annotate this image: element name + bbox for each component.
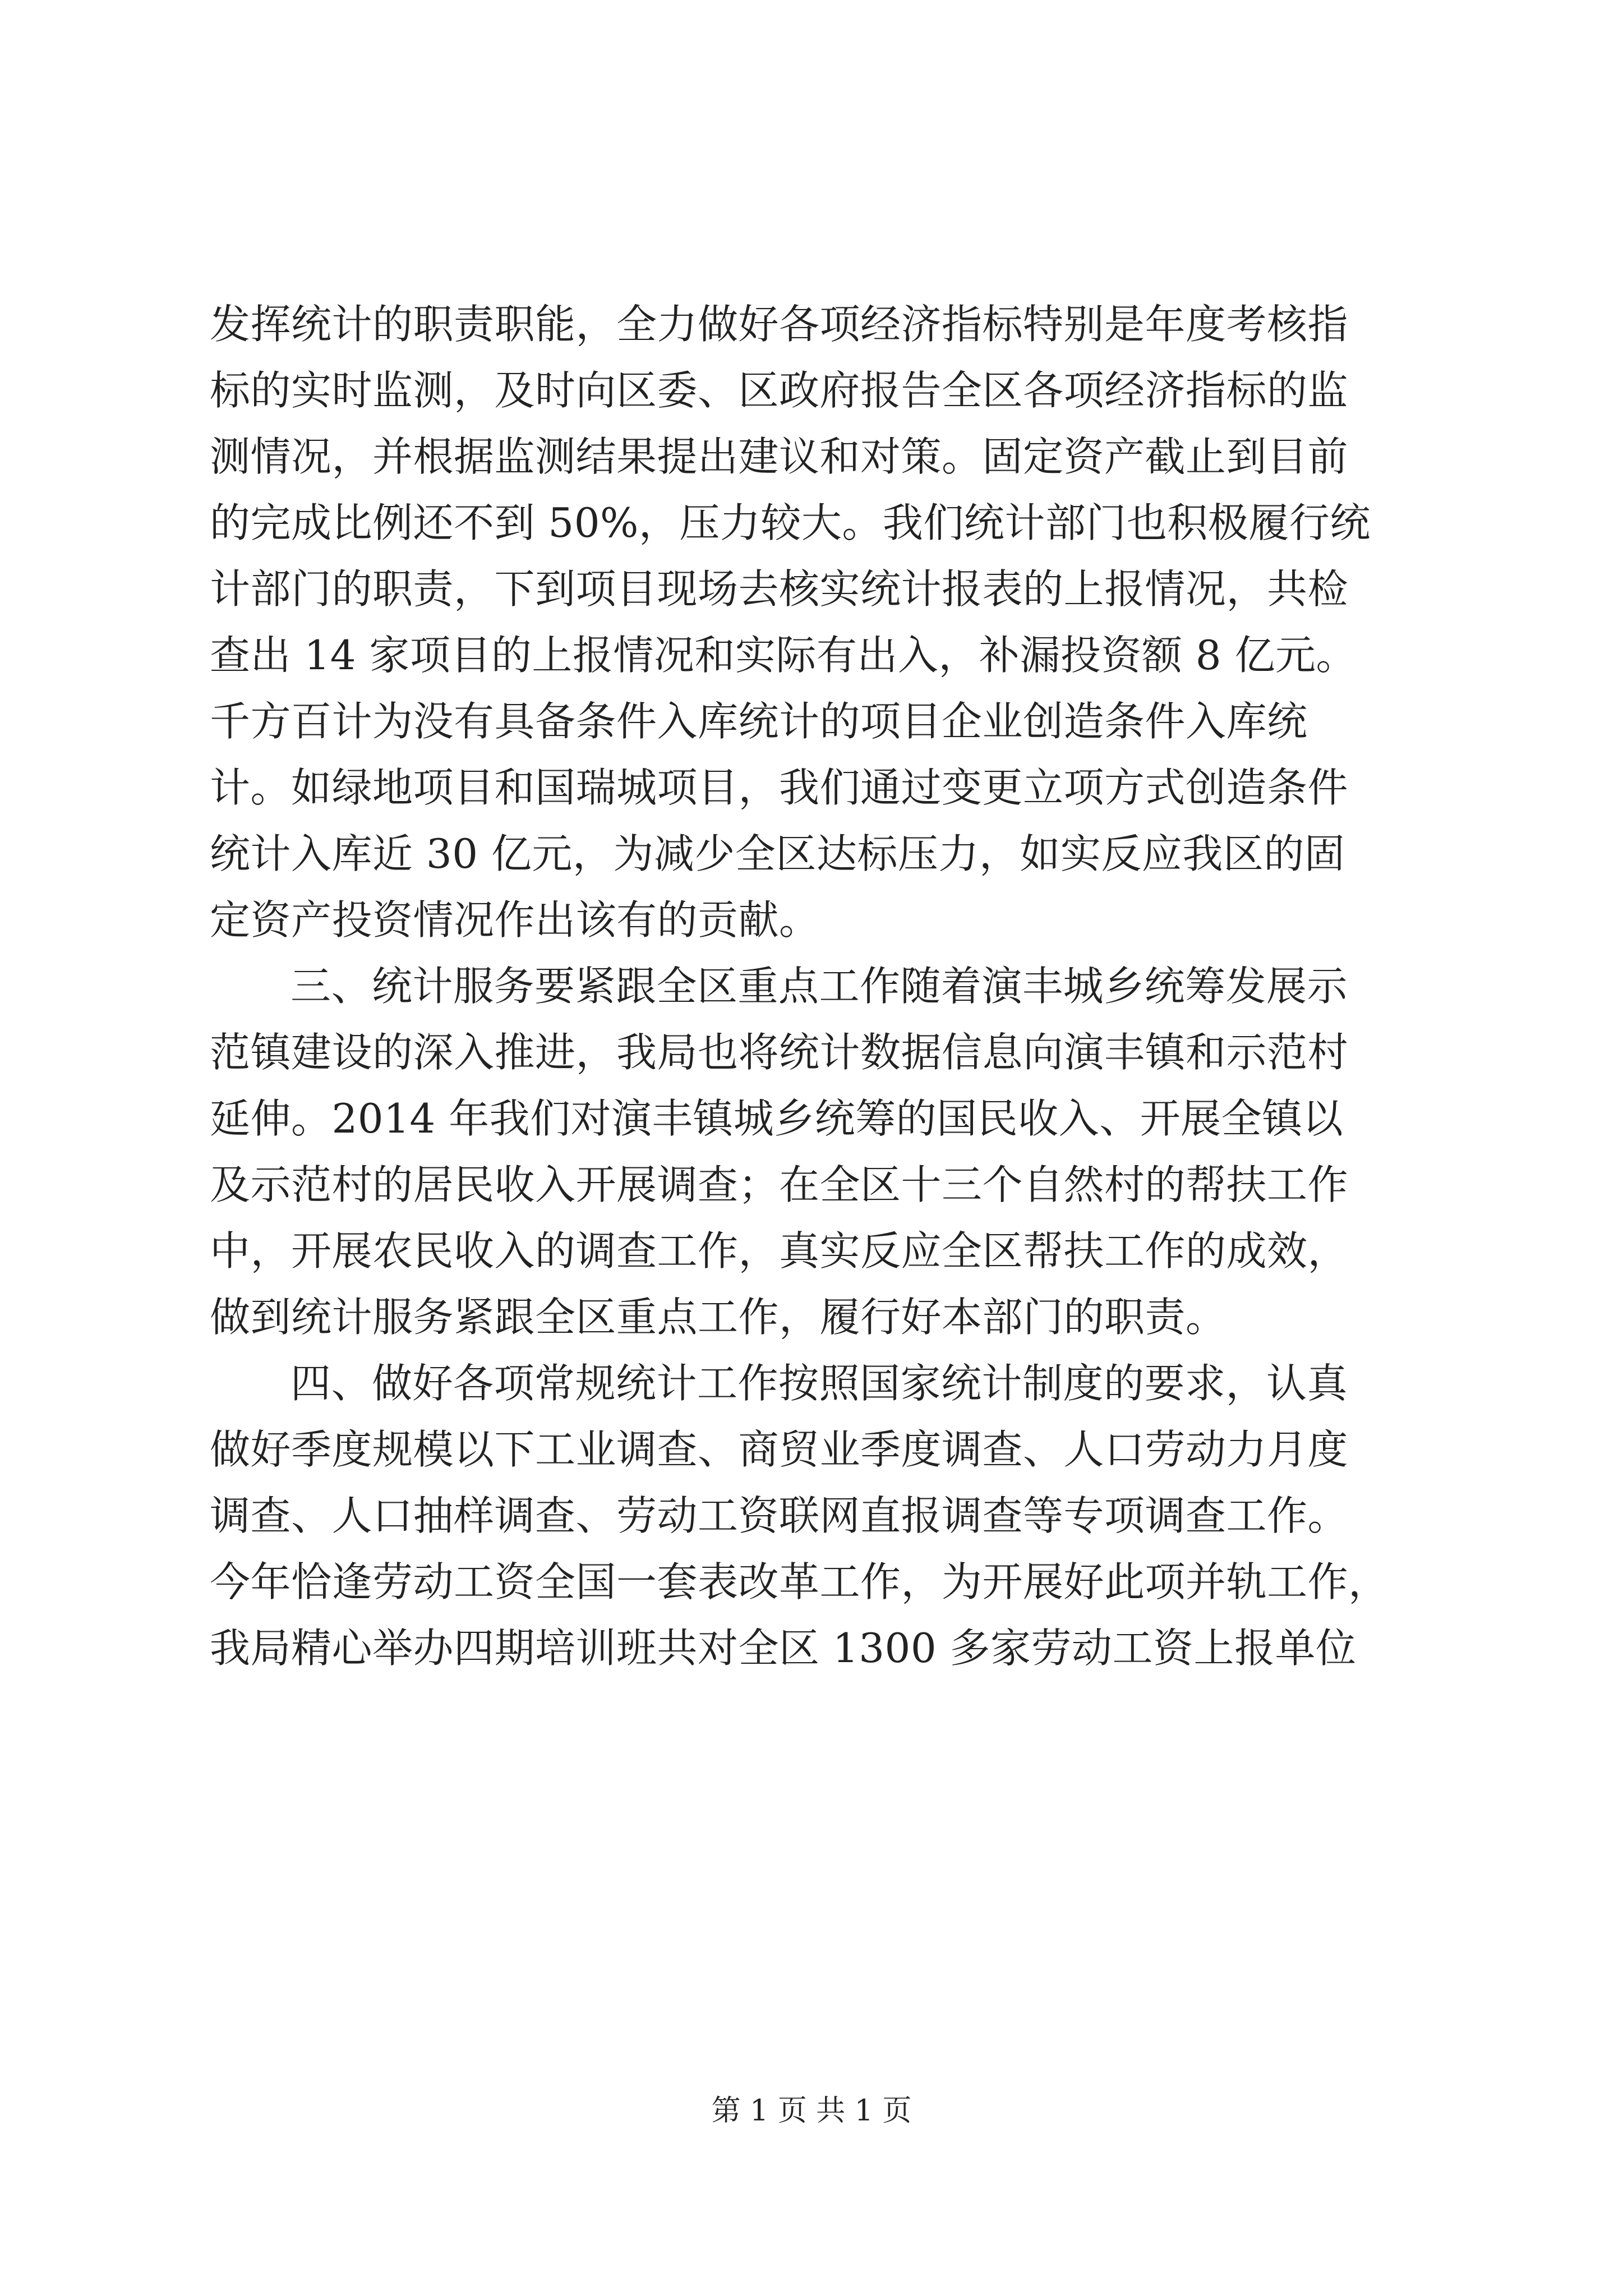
body-text-line: 做好季度规模以下工业调查、商贸业季度调查、人口劳动力月度 — [210, 1426, 1349, 1473]
page-footer: 第 1 页 共 1 页 — [711, 2094, 912, 2128]
paragraph-heading-3: 三、统计服务要紧跟全区重点工作随着演丰城乡统筹发展示 — [291, 963, 1348, 1010]
paragraph-heading-4: 四、做好各项常规统计工作按照国家统计制度的要求，认真 — [291, 1360, 1348, 1407]
body-text-line: 的完成比例还不到 50%，压力较大。我们统计部门也积极履行统 — [210, 499, 1371, 546]
body-text-line: 定资产投资情况作出该有的贡献。 — [210, 896, 820, 944]
body-text-line: 发挥统计的职责职能，全力做好各项经济指标特别是年度考核指 — [210, 301, 1349, 348]
body-text-line: 范镇建设的深入推进，我局也将统计数据信息向演丰镇和示范村 — [210, 1029, 1349, 1076]
body-text-line: 我局精心举办四期培训班共对全区 1300 多家劳动工资上报单位 — [210, 1625, 1357, 1672]
body-text-line: 中，开展农民收入的调查工作，真实反应全区帮扶工作的成效， — [210, 1227, 1349, 1274]
body-text-line: 延伸。2014 年我们对演丰镇城乡统筹的国民收入、开展全镇以 — [210, 1095, 1344, 1142]
body-text-line: 调查、人口抽样调查、劳动工资联网直报调查等专项调查工作。 — [210, 1492, 1349, 1539]
body-text-line: 查出 14 家项目的上报情况和实际有出入，补漏投资额 8 亿元。 — [210, 632, 1357, 679]
body-text-line: 及示范村的居民收入开展调查；在全区十三个自然村的帮扶工作 — [210, 1161, 1349, 1208]
body-text-line: 计。如绿地项目和国瑞城项目，我们通过变更立项方式创造条件 — [210, 764, 1349, 811]
body-text-line: 千方百计为没有具备条件入库统计的项目企业创造条件入库统 — [210, 698, 1308, 745]
body-text-line: 计部门的职责，下到项目现场去核实统计报表的上报情况，共检 — [210, 565, 1349, 613]
body-text-line: 标的实时监测，及时向区委、区政府报告全区各项经济指标的监 — [210, 367, 1349, 414]
body-text-line: 今年恰逢劳动工资全国一套表改革工作，为开展好此项并轨工作， — [210, 1558, 1389, 1605]
body-text-line: 做到统计服务紧跟全区重点工作，履行好本部门的职责。 — [210, 1294, 1227, 1341]
body-text-line: 测情况，并根据监测结果提出建议和对策。固定资产截止到目前 — [210, 433, 1349, 480]
body-text-line: 统计入库近 30 亿元，为减少全区达标压力，如实反应我区的固 — [210, 830, 1345, 877]
